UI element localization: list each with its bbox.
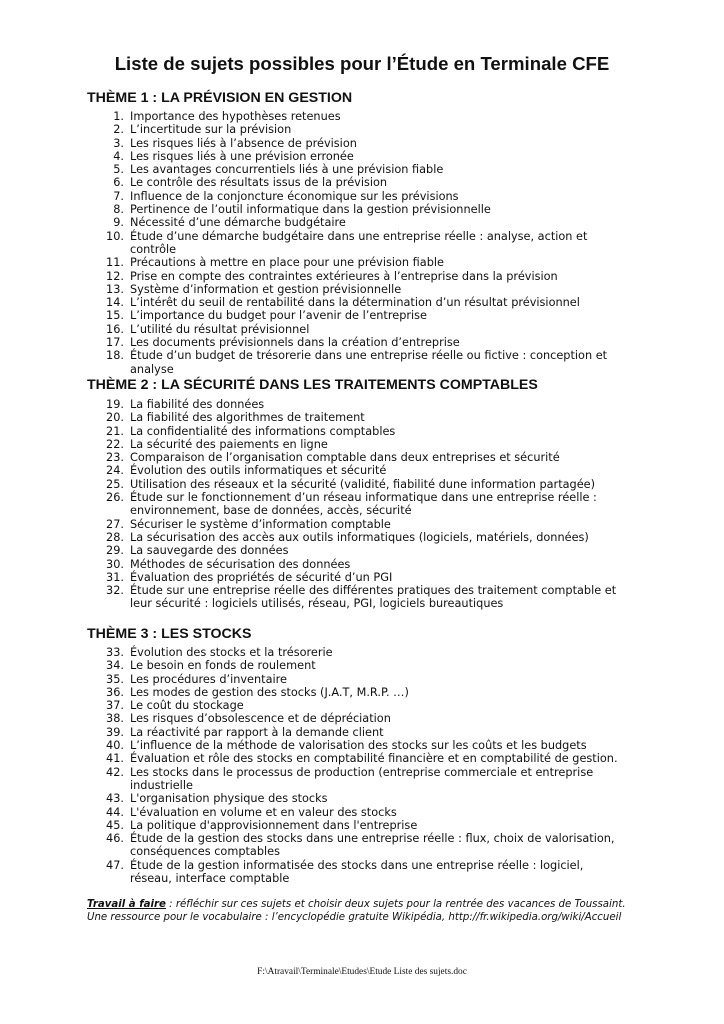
item-text: Nécessité d’une démarche budgétaire: [130, 216, 346, 230]
theme-3-list: [0, 646, 724, 885]
item-number: 42.: [106, 765, 124, 779]
list-item: [0, 478, 724, 491]
item-number: 36.: [106, 685, 124, 699]
item-text: La confidentialité des informations comptables: [130, 424, 396, 438]
list-item: [0, 123, 724, 136]
list-item: [0, 584, 724, 611]
item-number: 20.: [106, 411, 124, 425]
item-text: L’utilité du résultat prévisionnel: [130, 322, 310, 336]
item-number: 3.: [113, 136, 124, 150]
item-text: Prise en compte des contraintes extérieures à l’entreprise dans la prévision: [130, 269, 558, 283]
list-item: [0, 451, 724, 464]
item-number: 22.: [106, 437, 124, 451]
list-item: [0, 739, 724, 752]
theme-2-heading: THÈME 2 : LA SÉCURITÉ DANS LES TRAITEMENTS COMPTABLES: [87, 377, 538, 393]
list-item: [0, 438, 724, 451]
list-item: [0, 137, 724, 150]
item-number: 44.: [106, 805, 124, 819]
item-number: 11.: [106, 256, 124, 270]
item-number: 37.: [106, 699, 124, 713]
item-text: L'organisation physique des stocks: [130, 792, 328, 806]
list-item: [0, 283, 724, 296]
list-item: [0, 296, 724, 309]
item-text: Évolution des stocks et la trésorerie: [130, 646, 333, 659]
list-item: [0, 425, 724, 438]
item-text: Pertinence de l’outil informatique dans la gestion prévisionnelle: [130, 203, 491, 217]
item-number: 29.: [106, 544, 124, 558]
item-text: Sécuriser le système d’information comptable: [130, 517, 391, 531]
item-text: La fiabilité des données: [130, 398, 265, 411]
list-item: [0, 646, 724, 659]
item-number: 41.: [106, 752, 124, 766]
item-text: La réactivité par rapport à la demande client: [130, 725, 384, 739]
item-text: Les procédures d’inventaire: [130, 672, 288, 686]
list-item: [0, 686, 724, 699]
list-item: [0, 531, 724, 544]
list-item: [0, 110, 724, 123]
list-item: [0, 766, 724, 793]
list-item: [0, 699, 724, 712]
list-item: [0, 411, 724, 424]
file-path: F:\Atravail\Terminale\Etudes\Etude Liste des sujets.doc: [257, 967, 467, 977]
item-text: L’incertitude sur la prévision: [130, 123, 292, 137]
item-number: 24.: [106, 464, 124, 478]
list-item: [0, 176, 724, 189]
list-item: [0, 819, 724, 832]
item-text: Les modes de gestion des stocks (J.A.T, M.R.P. …): [130, 685, 409, 699]
list-item: [0, 203, 724, 216]
item-text: Système d’information et gestion prévisionnelle: [130, 282, 402, 296]
item-number: 47.: [106, 858, 124, 872]
item-number: 27.: [106, 517, 124, 531]
list-item: [0, 150, 724, 163]
item-number: 17.: [106, 336, 124, 350]
item-text: Étude sur le fonctionnement d’un réseau informatique dans une entreprise réelle : environnement, base de données, accès, sécurité: [130, 491, 597, 518]
item-text: Étude d’un budget de trésorerie dans une entreprise réelle ou fictive : conception et analyse: [130, 349, 608, 376]
document-title: Liste de sujets possibles pour l’Étude en Terminale CFE: [114, 53, 610, 74]
list-item: [0, 256, 724, 269]
item-text: Les avantages concurrentiels liés à une prévision fiable: [130, 163, 444, 177]
item-number: 46.: [106, 832, 124, 846]
list-item: [0, 163, 724, 176]
item-text: La sécurisation des accès aux outils informatiques (logiciels, matériels, données): [130, 530, 589, 544]
item-number: 39.: [106, 725, 124, 739]
item-number: 10.: [106, 229, 124, 243]
list-item: [0, 726, 724, 739]
item-text: La fiabilité des algorithmes de traitement: [130, 411, 365, 425]
list-item: [0, 216, 724, 229]
item-number: 25.: [106, 477, 124, 491]
item-text: La sécurité des paiements en ligne: [130, 437, 328, 451]
item-text: Les risques liés à l’absence de prévision: [130, 136, 357, 150]
item-number: 2.: [113, 123, 124, 137]
list-item: [0, 806, 724, 819]
list-item: [0, 544, 724, 557]
item-text: Étude sur une entreprise réelle des différentes pratiques des traitement comptable et leur sécurité : logiciels utilisés, réseau, PGI, logiciels bureautiques: [130, 584, 617, 611]
item-number: 23.: [106, 451, 124, 465]
item-text: Étude d’une démarche budgétaire dans une entreprise réelle : analyse, action et contrôle: [130, 229, 588, 256]
item-text: L'évaluation en volume et en valeur des stocks: [130, 805, 397, 819]
item-text: L’importance du budget pour l’avenir de l’entreprise: [130, 309, 428, 323]
footer-line-2: Une ressource pour le vocabulaire : l’encyclopédie gratuite Wikipédia, http://fr.wikipedia.org/wiki/Accueil: [87, 912, 622, 924]
item-text: Étude de la gestion des stocks dans une entreprise réelle : flux, choix de valorisation, conséquences comptables: [130, 832, 615, 859]
item-number: 31.: [106, 570, 124, 584]
item-number: 15.: [106, 309, 124, 323]
item-text: Évolution des outils informatiques et sécurité: [130, 464, 387, 478]
theme-3-heading: THÈME 3 : LES STOCKS: [87, 626, 252, 642]
item-text: Étude de la gestion informatisée des stocks dans une entreprise réelle : logiciel, réseau, interface comptable: [130, 858, 584, 886]
item-number: 45.: [106, 818, 124, 832]
footer-instruction: : réfléchir sur ces sujets et choisir deux sujets pour la rentrée des vacances de Toussaint.: [165, 899, 626, 910]
item-number: 32.: [106, 584, 124, 598]
list-item: [0, 491, 724, 518]
item-number: 16.: [106, 322, 124, 336]
list-item: [0, 270, 724, 283]
item-text: Comparaison de l’organisation comptable dans deux entreprises et sécurité: [130, 451, 560, 465]
item-number: 18.: [106, 349, 124, 363]
list-item: [0, 336, 724, 349]
list-item: [0, 190, 724, 203]
item-number: 7.: [113, 189, 124, 203]
item-text: Évaluation des propriétés de sécurité d’un PGI: [130, 570, 393, 584]
item-text: Précautions à mettre en place pour une prévision fiable: [130, 256, 444, 270]
item-number: 5.: [113, 163, 124, 177]
item-text: Les documents prévisionnels dans la création d’entreprise: [130, 336, 460, 350]
list-item: [0, 558, 724, 571]
item-number: 35.: [106, 672, 124, 686]
item-number: 8.: [113, 203, 124, 217]
list-item: [0, 659, 724, 672]
list-item: [0, 752, 724, 765]
item-number: 1.: [113, 110, 124, 123]
item-text: Les risques liés à une prévision erronée: [130, 149, 354, 163]
list-item: [0, 230, 724, 257]
item-number: 4.: [113, 149, 124, 163]
list-item: [0, 464, 724, 477]
item-text: L’intérêt du seuil de rentabilité dans la détermination d’un résultat prévisionnel: [130, 296, 580, 310]
item-text: Le coût du stockage: [130, 699, 244, 713]
theme-1-heading: THÈME 1 : LA PRÉVISION EN GESTION: [87, 90, 353, 106]
footer-note: [87, 898, 707, 925]
list-item: [0, 832, 724, 859]
list-item: [0, 323, 724, 336]
list-item: [0, 571, 724, 584]
item-text: Le contrôle des résultats issus de la prévision: [130, 176, 388, 190]
item-number: 6.: [113, 176, 124, 190]
item-text: La sauvegarde des données: [130, 544, 289, 558]
item-number: 14.: [106, 296, 124, 310]
list-item: [0, 309, 724, 322]
item-text: Importance des hypothèses retenues: [130, 110, 341, 123]
item-number: 19.: [106, 398, 124, 411]
item-number: 34.: [106, 659, 124, 673]
theme-1-list: [0, 110, 724, 376]
list-item: [0, 673, 724, 686]
theme-2-list: [0, 398, 724, 611]
item-text: Les risques d’obsolescence et de dépréciation: [130, 712, 391, 726]
item-number: 12.: [106, 269, 124, 283]
item-text: Méthodes de sécurisation des données: [130, 557, 351, 571]
item-text: Les stocks dans le processus de production (entreprise commerciale et entreprise industrielle: [130, 765, 594, 792]
item-number: 9.: [113, 216, 124, 230]
item-number: 13.: [106, 282, 124, 296]
item-text: Le besoin en fonds de roulement: [130, 659, 316, 673]
item-number: 26.: [106, 491, 124, 505]
list-item: [0, 398, 724, 411]
item-number: 38.: [106, 712, 124, 726]
item-text: Évaluation et rôle des stocks en comptabilité financière et en comptabilité de gestion.: [130, 752, 618, 766]
item-number: 43.: [106, 792, 124, 806]
list-item: [0, 792, 724, 805]
footer-line-1: [87, 898, 707, 911]
item-number: 40.: [106, 739, 124, 753]
item-text: L’influence de la méthode de valorisation des stocks sur les coûts et les budgets: [130, 739, 587, 753]
list-item: [0, 712, 724, 725]
item-text: Utilisation des réseaux et la sécurité (validité, fiabilité dune information partagée): [130, 477, 596, 491]
list-item: [0, 349, 724, 376]
item-text: Influence de la conjoncture économique sur les prévisions: [130, 189, 459, 203]
item-number: 30.: [106, 557, 124, 571]
list-item: [0, 859, 724, 886]
item-number: 33.: [106, 646, 124, 659]
footer-lead: Travail à faire: [87, 899, 166, 910]
list-item: [0, 518, 724, 531]
item-text: La politique d'approvisionnement dans l'entreprise: [130, 818, 418, 832]
item-number: 28.: [106, 530, 124, 544]
item-number: 21.: [106, 424, 124, 438]
